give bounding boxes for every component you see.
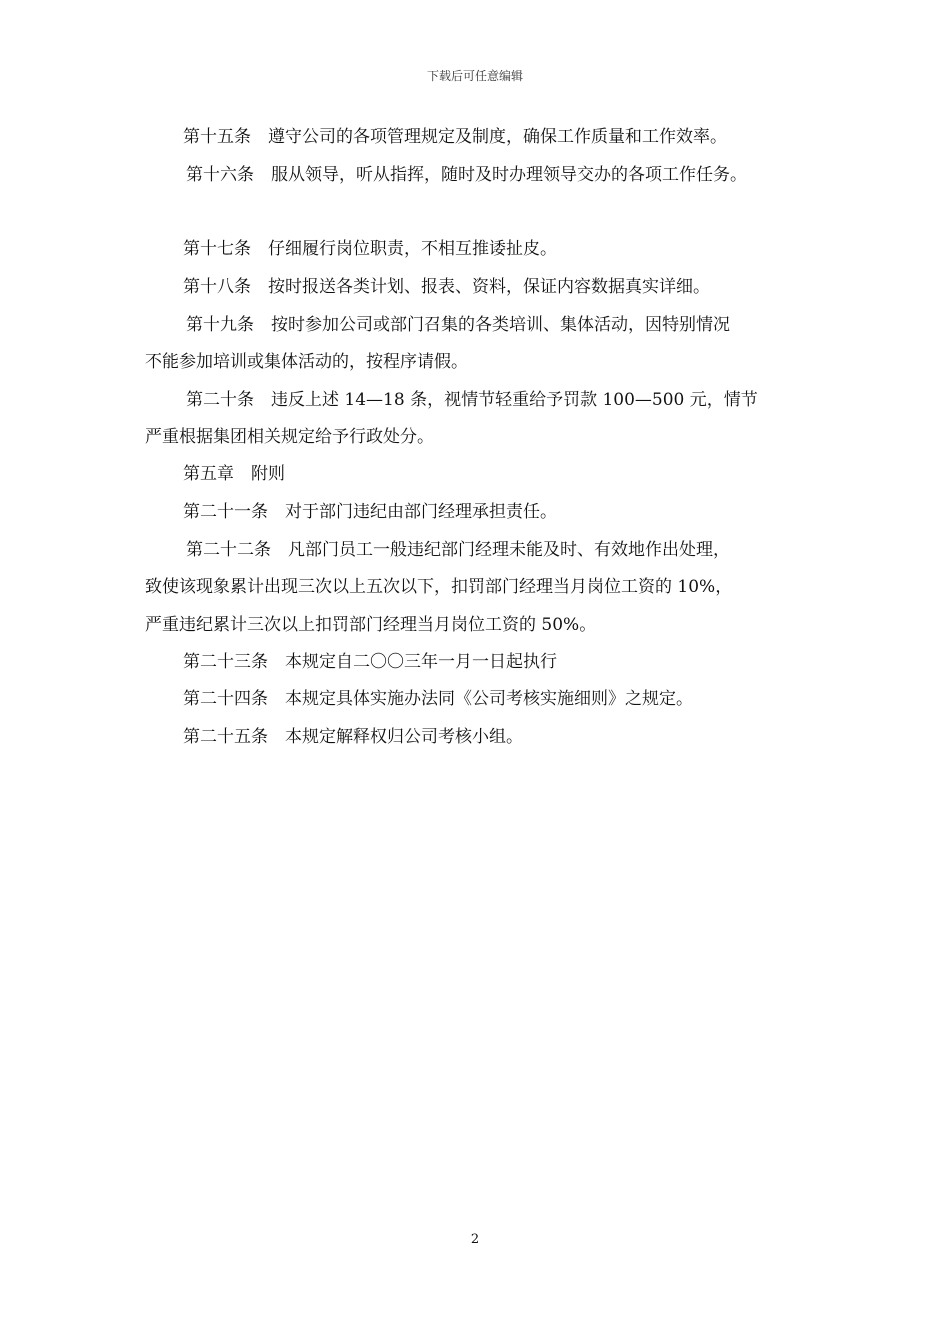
article-22-line-3: 严重违纪累计三次以上扣罚部门经理当月岗位工资的 50%。 <box>145 615 597 635</box>
article-16: 第十六条 服从领导，听从指挥，随时及时办理领导交办的各项工作任务。 <box>186 165 747 185</box>
article-15: 第十五条 遵守公司的各项管理规定及制度，确保工作质量和工作效率。 <box>183 127 727 147</box>
article-20-line-1: 第二十条 违反上述 14—18 条，视情节轻重给予罚款 100—500 元，情节 <box>186 390 758 410</box>
article-19-line-1: 第十九条 按时参加公司或部门召集的各类培训、集体活动，因特别情况 <box>186 315 730 335</box>
header-note: 下载后可任意编辑 <box>426 69 523 83</box>
page-number: 2 <box>470 1232 480 1247</box>
article-20-line-2: 严重根据集团相关规定给予行政处分。 <box>145 427 434 447</box>
article-22-line-1: 第二十二条 凡部门员工一般违纪部门经理未能及时、有效地作出处理， <box>186 540 730 560</box>
article-17: 第十七条 仔细履行岗位职责，不相互推诿扯皮。 <box>183 239 557 259</box>
article-18: 第十八条 按时报送各类计划、报表、资料，保证内容数据真实详细。 <box>183 277 710 297</box>
article-24: 第二十四条 本规定具体实施办法同《公司考核实施细则》之规定。 <box>183 689 693 709</box>
chapter-5-heading: 第五章 附则 <box>183 464 285 484</box>
article-22-line-2: 致使该现象累计出现三次以上五次以下，扣罚部门经理当月岗位工资的 10%， <box>145 577 733 597</box>
article-19-line-2: 不能参加培训或集体活动的，按程序请假。 <box>145 352 468 372</box>
article-25: 第二十五条 本规定解释权归公司考核小组。 <box>183 727 523 747</box>
article-23: 第二十三条 本规定自二〇〇三年一月一日起执行 <box>183 652 557 672</box>
article-21: 第二十一条 对于部门违纪由部门经理承担责任。 <box>183 502 557 522</box>
